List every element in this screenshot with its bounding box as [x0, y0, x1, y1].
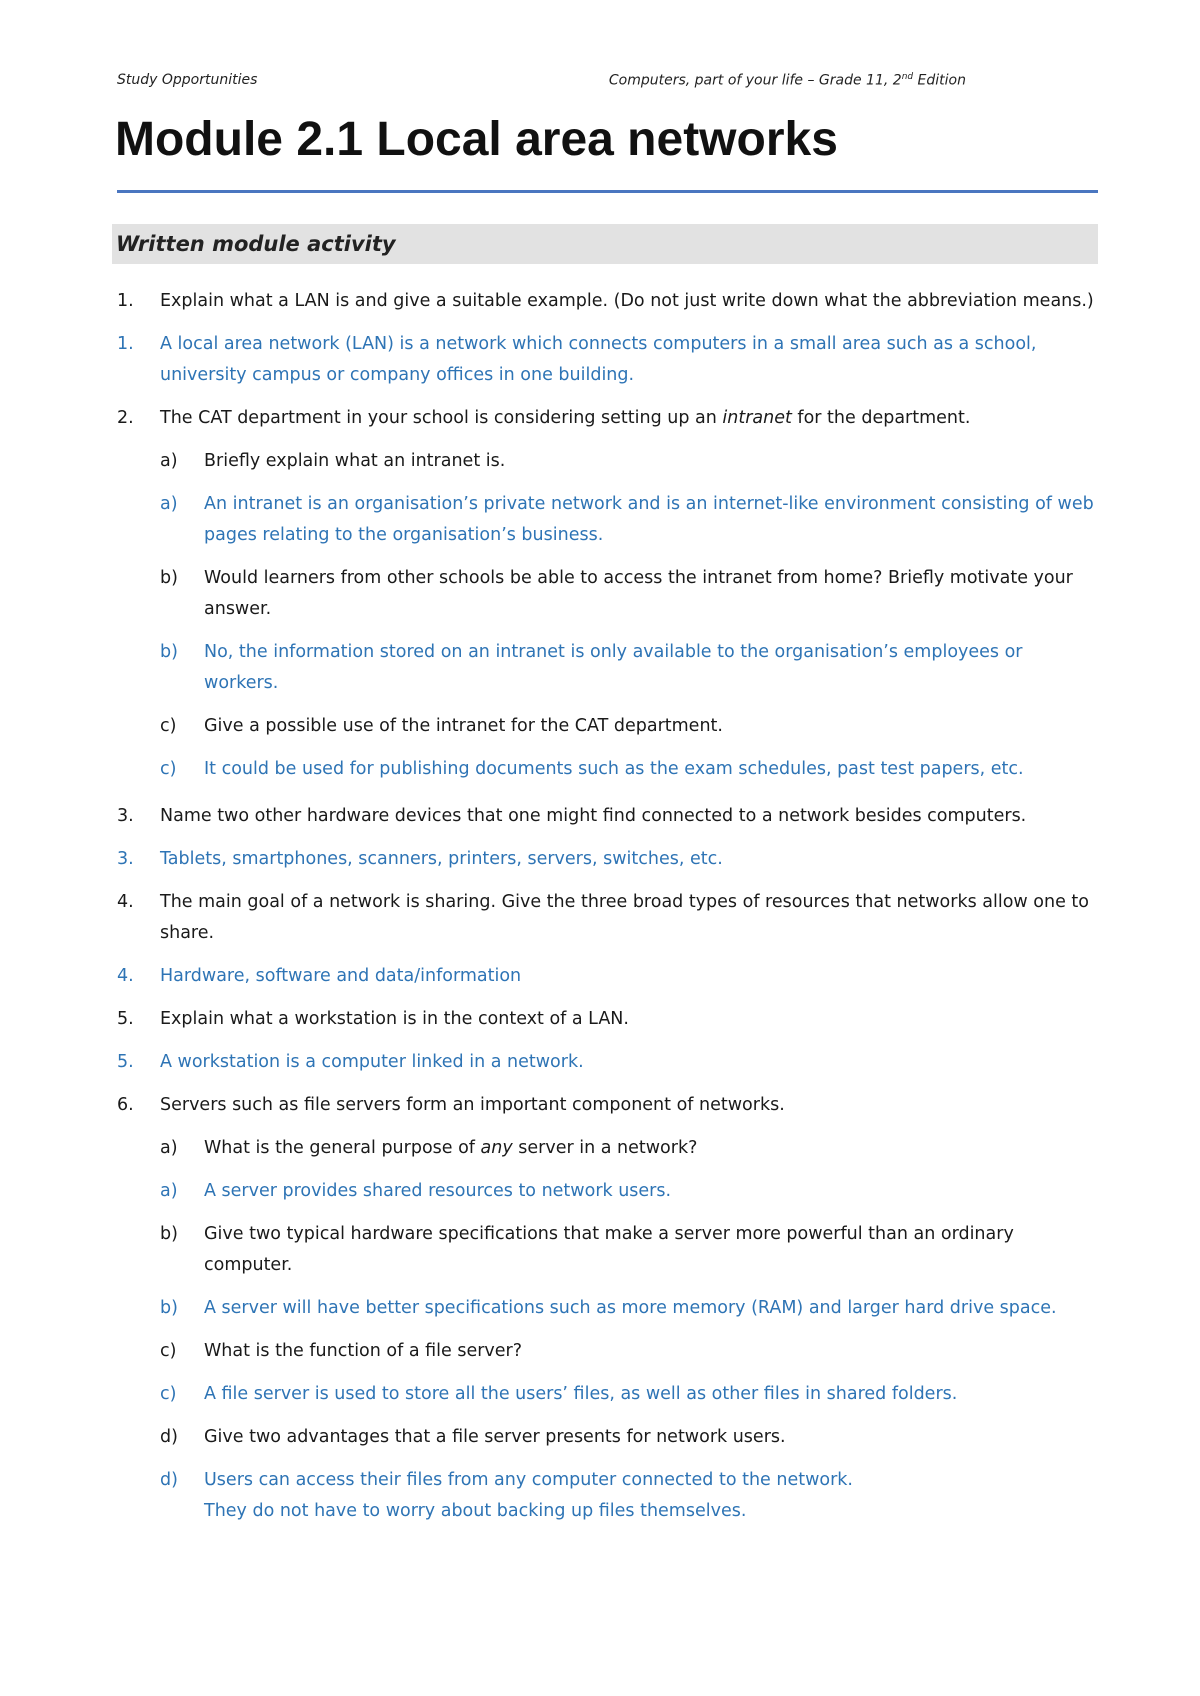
answer-3: 3. Tablets, smartphones, scanners, printers, servers, switches, etc.: [117, 849, 723, 869]
answer-6b: b) A server will have better specifications such as more memory (RAM) and larger hard drive space.: [160, 1298, 1057, 1318]
answer-6d: d) Users can access their files from any computer connected to the network. They do not have to worry about backing up files themselves.: [160, 1470, 853, 1521]
section-heading-text: Written module activity: [116, 232, 396, 256]
section-heading: [112, 224, 1098, 264]
question-6d: d) Give two advantages that a file server presents for network users.: [160, 1427, 786, 1447]
question-5: 5. Explain what a workstation is in the context of a LAN.: [117, 1009, 629, 1029]
page-title: Module 2.1 Local area networks: [115, 113, 838, 166]
question-2: 2. The CAT department in your school is considering setting up an intranet for the department.: [117, 408, 971, 428]
question-3: 3. Name two other hardware devices that one might find connected to a network besides computers.: [117, 806, 1027, 826]
question-2b: b) Would learners from other schools be able to access the intranet from home? Briefly motivate your answer.: [160, 568, 1073, 619]
question-6b: b) Give two typical hardware specifications that make a server more powerful than an ordinary computer.: [160, 1224, 1014, 1275]
answer-2a: a) An intranet is an organisation’s private network and is an internet-like environment consisting of web pages relating to the organisation’s business.: [160, 494, 1094, 545]
header-left: Study Opportunities: [117, 72, 258, 88]
answer-1: 1. A local area network (LAN) is a network which connects computers in a small area such as a school, university campus or company offices in one building.: [117, 334, 1037, 385]
question-1: 1. Explain what a LAN is and give a suitable example. (Do not just write down what the abbreviation means.): [117, 291, 1094, 311]
question-6: 6. Servers such as file servers form an important component of networks.: [117, 1095, 785, 1115]
question-6a: a) What is the general purpose of any server in a network?: [160, 1138, 698, 1158]
answer-5: 5. A workstation is a computer linked in a network.: [117, 1052, 584, 1072]
header-right: Computers, part of your life – Grade 11, 2nd Edition: [608, 72, 966, 89]
page-header: [117, 72, 1083, 92]
answer-6a: a) A server provides shared resources to network users.: [160, 1181, 672, 1201]
question-4: 4. The main goal of a network is sharing. Give the three broad types of resources that networks allow one to share.: [117, 892, 1089, 943]
question-2c: c) Give a possible use of the intranet for the CAT department.: [160, 716, 723, 736]
title-rule: [117, 190, 1098, 193]
answer-2c: c) It could be used for publishing documents such as the exam schedules, past test papers, etc.: [160, 759, 1024, 779]
question-6c: c) What is the function of a file server?: [160, 1341, 523, 1361]
answer-4: 4. Hardware, software and data/information: [117, 966, 522, 986]
answer-6c: c) A file server is used to store all the users’ files, as well as other files in shared folders.: [160, 1384, 958, 1404]
activity-list: [117, 286, 1102, 1539]
answer-2b: b) No, the information stored on an intranet is only available to the organisation’s employees or workers.: [160, 642, 1023, 693]
question-2a: a) Briefly explain what an intranet is.: [160, 451, 506, 471]
